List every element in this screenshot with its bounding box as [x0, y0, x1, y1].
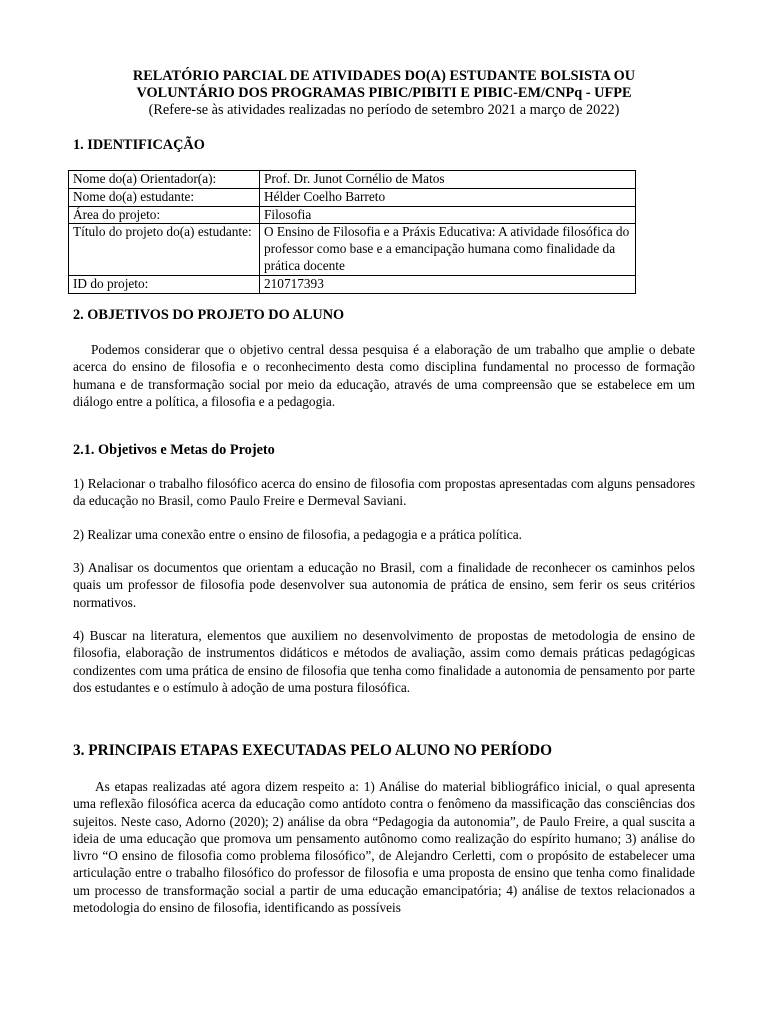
- objective-item-3: 3) Analisar os documentos que orientam a educação no Brasil, com a finalidade de reconhecer os caminhos pelos quais um professor de filosofia pode desenvolver sua autonomia de prática de ensino, sem ferir os seus critérios normativos.: [73, 560, 695, 610]
- row-label: Título do projeto do(a) estudante:: [69, 224, 260, 275]
- row-label: ID do projeto:: [69, 275, 260, 293]
- report-title-line-2: VOLUNTÁRIO DOS PROGRAMAS PIBIC/PIBITI E PIBIC-EM/CNPq - UFPE: [136, 85, 632, 101]
- row-value: Hélder Coelho Barreto: [260, 188, 636, 206]
- row-label: Nome do(a) estudante:: [69, 188, 260, 206]
- row-value: O Ensino de Filosofia e a Práxis Educativa: A atividade filosófica do professor como base e a emancipação humana como finalidade da prática docente: [260, 224, 636, 275]
- section-2-heading: 2. OBJETIVOS DO PROJETO DO ALUNO: [73, 307, 345, 323]
- table-row: [69, 188, 636, 206]
- row-label: Área do projeto:: [69, 206, 260, 224]
- objective-item-2: 2) Realizar uma conexão entre o ensino de filosofia, a pedagogia e a prática política.: [73, 527, 522, 542]
- report-header: [60, 68, 708, 119]
- objective-item-1: 1) Relacionar o trabalho filosófico acerca do ensino de filosofia com propostas apresentadas com alguns pensadores da educação no Brasil, como Paulo Freire e Dermeval Saviani.: [73, 476, 695, 509]
- row-label: Nome do(a) Orientador(a):: [69, 171, 260, 189]
- section-1-heading: 1. IDENTIFICAÇÃO: [73, 137, 205, 153]
- report-title-line-1: RELATÓRIO PARCIAL DE ATIVIDADES DO(A) ESTUDANTE BOLSISTA OU: [132, 68, 636, 84]
- row-value: Filosofia: [260, 206, 636, 224]
- table-row: [69, 206, 636, 224]
- report-subtitle: (Refere-se às atividades realizadas no período de setembro 2021 a março de 2022): [148, 102, 620, 118]
- table-row: [69, 171, 636, 189]
- objective-item-4: 4) Buscar na literatura, elementos que auxiliem no desenvolvimento de propostas de metodologia de ensino de filosofia, elaboração de instrumentos didáticos e métodos de avaliação, assim como demais práticas pedagógicas condizentes com uma prática de ensino de filosofia que tenha como finalidade a autonomia de pensamento por parte dos estudantes e o estímulo à adoção de uma postura filosófica.: [73, 628, 695, 695]
- section-2-1-heading: 2.1. Objetivos e Metas do Projeto: [73, 442, 275, 458]
- row-value: 210717393: [260, 275, 636, 293]
- section-3-paragraph: As etapas realizadas até agora dizem respeito a: 1) Análise do material bibliográfico inicial, o qual apresenta uma reflexão filosófica acerca da educação como antídoto contra o fenômeno da massificação das consciências dos sujeitos. Neste caso, Adorno (2020); 2) análise da obra “Pedagogia da autonomia”, de Paulo Freire, a qual suscita a ideia de uma educação que promova um pensamento autônomo como realização do espírito humano; 3) análise do livro “O ensino de filosofia como problema filosófico”, de Alejandro Cerletti, com o propósito de estabelecer uma articulação entre o trabalho filosófico do professor de filosofia e uma proposta de ensino que tenha como finalidade um processo de transformação social a partir de uma educação emancipatória; 4) análise de textos relacionados a metodologia do ensino de filosofia, identificando as possíveis: [73, 779, 695, 916]
- table-row: [69, 275, 636, 293]
- table-row: [69, 224, 636, 275]
- section-3-heading: 3. PRINCIPAIS ETAPAS EXECUTADAS PELO ALUNO NO PERÍODO: [73, 742, 553, 759]
- identification-table: [68, 170, 636, 294]
- section-2-paragraph: Podemos considerar que o objetivo central dessa pesquisa é a elaboração de um trabalho que amplie o debate acerca do ensino de filosofia e o reconhecimento desta como disciplina fundamental no processo de formação humana e de transformação social por meio da educação, através de uma compreensão que se estabelece em um diálogo entre a política, a filosofia e a pedagogia.: [73, 342, 695, 409]
- row-value: Prof. Dr. Junot Cornélio de Matos: [260, 171, 636, 189]
